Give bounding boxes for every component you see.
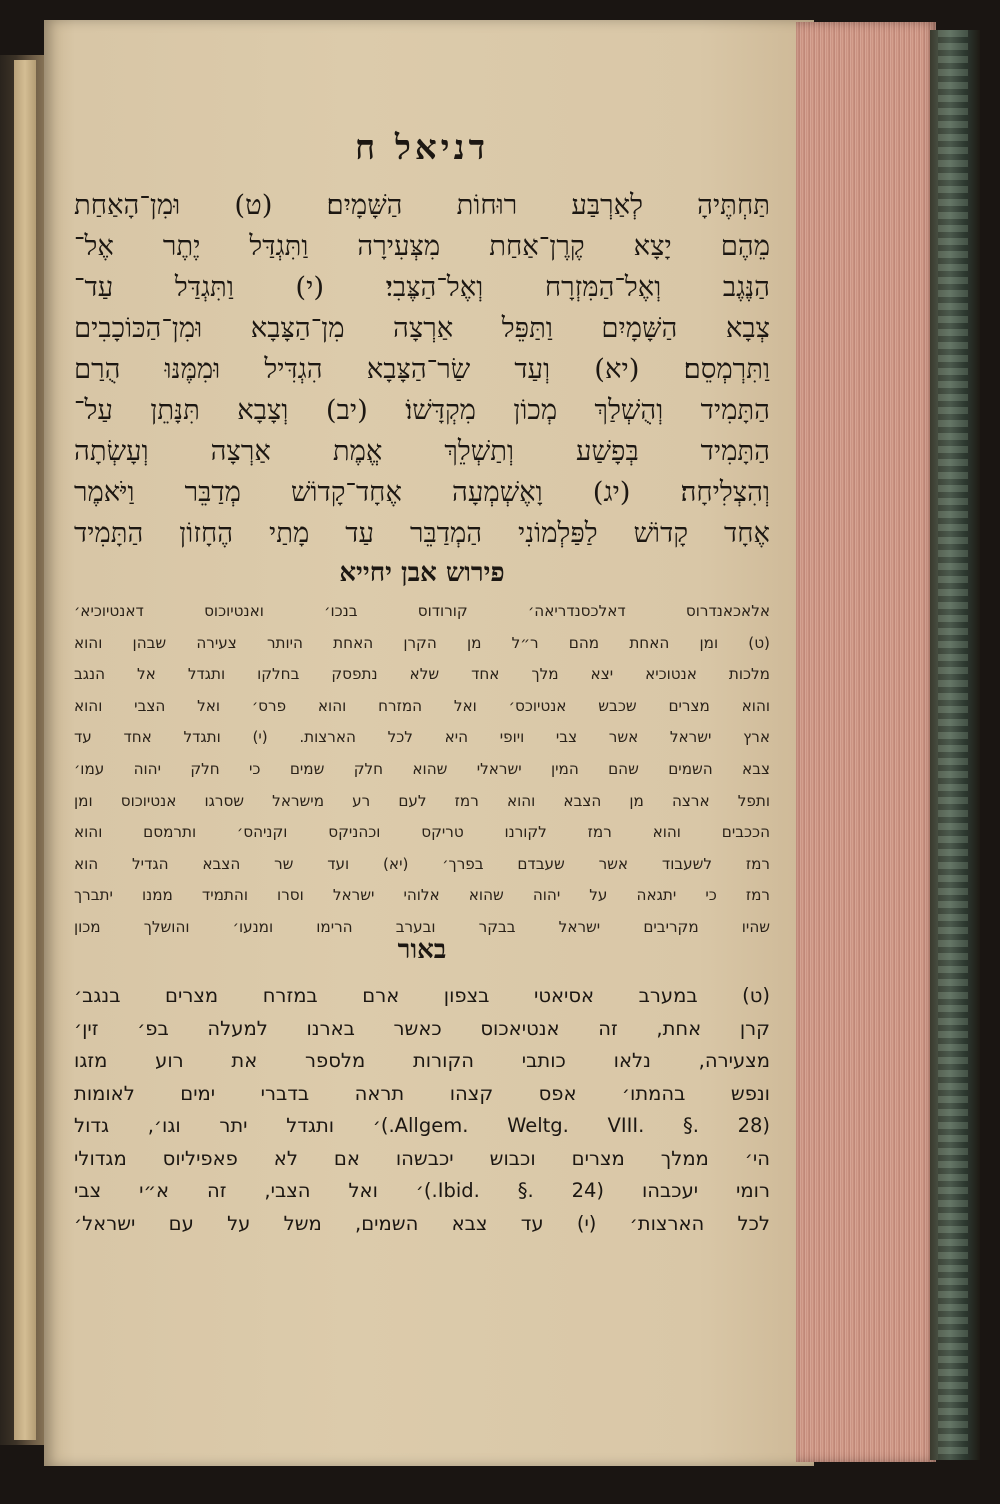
commentary-line: רמז כי יתגאה על יהוה שהוא אלוהי ישראל וסרו והתמיד ממנו יתברך (74, 886, 770, 905)
commentary-line: והוא מצרים שכבש אנטיוכס׳ ואל המזרח והוא פרס׳ ואל הצבי והוא (74, 696, 770, 715)
biur-line: לכל הארצות׳ (י) עד צבא השמים, משל על עם ישראל׳ (74, 1211, 770, 1235)
book-cover-spine (930, 30, 980, 1460)
verse-line: מֵהֶם יָצָא קֶרֶן־אַחַת מִצְּעִירָה וַתִּגְדַּל יֶתֶר אֶל־ (74, 230, 770, 262)
left-page-fold (14, 60, 36, 1440)
commentary-heading: פירוש אבן יחייא (339, 558, 505, 588)
biur-line: ונפש בהמתו׳ אפס קצהו תראה בדברי ימים לאומות (74, 1081, 770, 1105)
verse-line: וְהִצְלִיחָה׃ (יג) וָאֶשְׁמְעָה אֶחָד־קָדוֹשׁ מְדַבֵּר וַיֹּאמֶר (74, 476, 770, 508)
biur-line: קרן אחת, זה אנטיאכוס כאשר בארנו למעלה בפ׳ זין׳ (74, 1016, 770, 1040)
commentary-line: רמז לשעבוד אשר שעבדם בפרך׳ (יא) ועד שר הצבא הגדיל הוא (74, 854, 770, 873)
page-edges (796, 22, 936, 1462)
verse-line: הַתָּמִיד וְהֻשְׁלַךְ מְכוֹן מִקְדָּשׁוֹ׃ (יב) וְצָבָא תִּנָּתֵן עַל־ (74, 394, 770, 426)
commentary-text (74, 596, 770, 944)
biur-heading: באור (397, 935, 447, 965)
biur-line: (ט) במערב אסיאטי בצפון ארם במזרח מצרים בנגב׳ (74, 984, 770, 1007)
page-title: דניאל ח (354, 128, 490, 168)
verse-line: וַתִּרְמְסֵם׃ (יא) וְעַד שַׂר־הַצָּבָא הִגְדִּיל וּמִמֶּנּוּ הֻרַם (74, 353, 770, 385)
verse-line: הַתָּמִיד בְּפָשַׁע וְתַשְׁלֵךְ אֱמֶת אַרְצָה וְעָשְׂתָה (74, 435, 770, 467)
scripture-text (74, 185, 770, 554)
biur-line: רומי יעכבהו (Ibid. §. 24.)׳ ואל הצבי, זה א״י צבי (74, 1179, 770, 1202)
biur-line: הי׳ ממלך מצרים וכבוש יכבשהו אם לא פאפיליוס מגדולי (74, 1146, 770, 1170)
biur-line: מצעירה, נלאו כותבי הקורות מלספר את רוע מזגו (74, 1049, 770, 1072)
commentary-line: (ט) ומן האחת מהם ר״ל מן הקרן האחת היותר צעירה שבהן והוא (74, 633, 770, 652)
biur-text (74, 980, 770, 1240)
commentary-line: ותפל ארצה מן הצבא והוא רמז לעם רע מישראל שסרגו אנטיוכוס ומן (74, 791, 770, 810)
commentary-line: מלכות אנטוכיא יצא מלך אחד שלא נתפסק בחלקו ותגדל אל הנגב (74, 665, 770, 684)
commentary-line: צבא השמים שהם המין ישראלי שהוא חלק שמים כי חלק יהוה עמו׳ (74, 759, 770, 778)
verse-line: צְבָא הַשָּׁמָיִם וַתַּפֵּל אַרְצָה מִן־הַצָּבָא וּמִן־הַכּוֹכָבִים (74, 312, 770, 344)
verse-line: הַנֶּגֶב וְאֶל־הַמִּזְרָח וְאֶל־הַצֶּבִי׃ (י) וַתִּגְדַּל עַד־ (74, 271, 770, 303)
biur-line: (Allgem. Weltg. VIII. §. 28.)׳ ותגדל יתר וגו׳, גדול (74, 1114, 770, 1137)
commentary-line: אלאכאנדרוס דאלכסנדריאה׳ קורודוס בנכו׳ ואנטיוכוס דאנטיוכיא׳ (74, 602, 770, 620)
verse-line: תַּחְתֶּיהָ לְאַרְבַּע רוּחוֹת הַשָּׁמָיִם׃ (ט) וּמִן־הָאַחַת (74, 189, 770, 221)
commentary-line: הככבים והוא רמז לקורנו טריקס וכהניקס וקניהס׳ ותרמסם והוא (74, 823, 770, 842)
commentary-line: ארץ ישראל אשר צבי ויופי היא לכל הארצות. (י) ותגדל אחד עד (74, 728, 770, 747)
verse-line: אֶחָד קָדוֹשׁ לַפַּלְמוֹנִי הַמְדַבֵּר עַד מָתַי הֶחָזוֹן הַתָּמִיד (74, 517, 770, 549)
commentary-line: שהיו מקריבים ישראל בבקר ובערב הרימו ומנעו׳ והושלך מכון (74, 917, 770, 936)
